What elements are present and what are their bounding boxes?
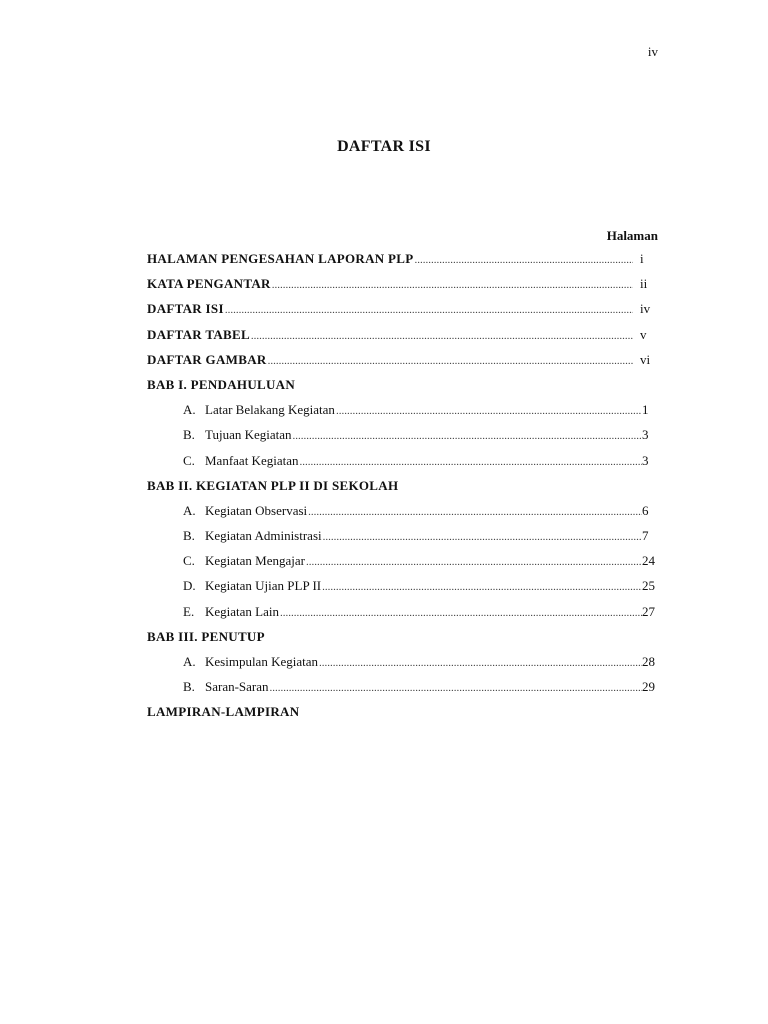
halaman-label: Halaman (606, 228, 658, 243)
subentry-letter: C. (183, 452, 195, 468)
dot-leader (308, 506, 642, 518)
toc-subentry[interactable] (147, 578, 658, 603)
subentry-page: 3 (642, 452, 649, 468)
subentry-letter: E. (183, 603, 195, 619)
toc-subentry[interactable] (147, 654, 658, 679)
dot-leader (299, 456, 642, 468)
toc-entry-daftar-isi[interactable] (147, 301, 658, 326)
subentry-title: Kegiatan Mengajar (205, 553, 305, 569)
subentry-title: Saran-Saran (205, 679, 269, 695)
chapter-title: BAB I. PENDAHULUAN (147, 376, 296, 392)
dot-leader (319, 657, 642, 669)
toc-subentry[interactable] (147, 604, 658, 629)
toc-chapter-bab3[interactable] (147, 629, 658, 654)
chapter-title: BAB III. PENUTUP (147, 628, 265, 644)
subentry-title: Latar Belakang Kegiatan (205, 402, 335, 418)
lampiran-title: LAMPIRAN-LAMPIRAN (147, 704, 300, 720)
dot-leader (322, 581, 642, 593)
toc-subentry[interactable] (147, 679, 658, 704)
subentry-page: 3 (642, 427, 649, 443)
dot-leader (280, 607, 642, 619)
toc-chapter-bab2[interactable] (147, 478, 658, 503)
subentry-title: Kegiatan Ujian PLP II (205, 578, 322, 594)
toc-entry-page: iv (640, 301, 651, 317)
subentry-letter: A. (183, 502, 196, 518)
toc-subentry[interactable] (147, 503, 658, 528)
subentry-page: 28 (642, 654, 655, 669)
toc-entry-title: KATA PENGANTAR (147, 276, 271, 292)
dot-leader (268, 355, 633, 367)
toc-subentry[interactable] (147, 427, 658, 452)
subentry-letter: D. (183, 578, 196, 594)
table-of-contents (147, 251, 658, 730)
toc-entry-kata-pengantar[interactable] (147, 276, 658, 301)
subentry-title: Kesimpulan Kegiatan (205, 654, 318, 669)
toc-entry-page: vi (640, 351, 651, 367)
chapter-title: BAB II. KEGIATAN PLP II DI SEKOLAH (147, 477, 399, 493)
toc-entry-title: DAFTAR TABEL (147, 326, 250, 342)
dot-leader (293, 430, 642, 442)
toc-entry-daftar-tabel[interactable] (147, 327, 658, 352)
toc-entry-page: v (640, 326, 647, 342)
toc-entry-page: i (640, 251, 644, 266)
toc-entry-pengesahan[interactable] (147, 251, 658, 276)
subentry-page: 29 (642, 679, 655, 695)
subentry-title: Kegiatan Lain (205, 603, 279, 619)
subentry-letter: B. (183, 528, 195, 544)
toc-subentry[interactable] (147, 402, 658, 427)
toc-subentry[interactable] (147, 528, 658, 553)
page-title: DAFTAR ISI (337, 138, 431, 155)
toc-chapter-bab1[interactable] (147, 377, 658, 402)
subentry-letter: B. (183, 427, 195, 443)
dot-leader (270, 682, 642, 694)
dot-leader (336, 405, 642, 417)
dot-leader (272, 279, 633, 291)
dot-leader (323, 531, 642, 543)
subentry-title: Manfaat Kegiatan (205, 452, 299, 468)
dot-leader (251, 330, 633, 342)
dot-leader (225, 304, 633, 316)
toc-entry-page: ii (640, 276, 648, 292)
subentry-page: 25 (642, 578, 655, 594)
toc-lampiran[interactable] (147, 704, 658, 729)
subentry-letter: A. (183, 402, 196, 418)
toc-entry-daftar-gambar[interactable] (147, 352, 658, 377)
subentry-letter: A. (183, 654, 196, 669)
subentry-page: 27 (642, 603, 655, 619)
subentry-page: 24 (642, 553, 655, 569)
dot-leader (306, 556, 642, 568)
subentry-title: Tujuan Kegiatan (205, 427, 292, 443)
subentry-letter: C. (183, 553, 195, 569)
subentry-title: Kegiatan Observasi (205, 502, 308, 518)
subentry-page: 7 (642, 528, 649, 544)
subentry-title: Kegiatan Administrasi (205, 528, 322, 544)
toc-subentry[interactable] (147, 453, 658, 478)
toc-entry-title: DAFTAR ISI (147, 301, 224, 317)
subentry-page: 1 (642, 402, 649, 418)
toc-entry-title: DAFTAR GAMBAR (147, 351, 267, 367)
toc-subentry[interactable] (147, 553, 658, 578)
subentry-page: 6 (642, 502, 649, 518)
page-number: iv (647, 44, 658, 59)
toc-entry-title: HALAMAN PENGESAHAN LAPORAN PLP (147, 251, 414, 266)
subentry-letter: B. (183, 679, 195, 695)
dot-leader (414, 254, 633, 266)
